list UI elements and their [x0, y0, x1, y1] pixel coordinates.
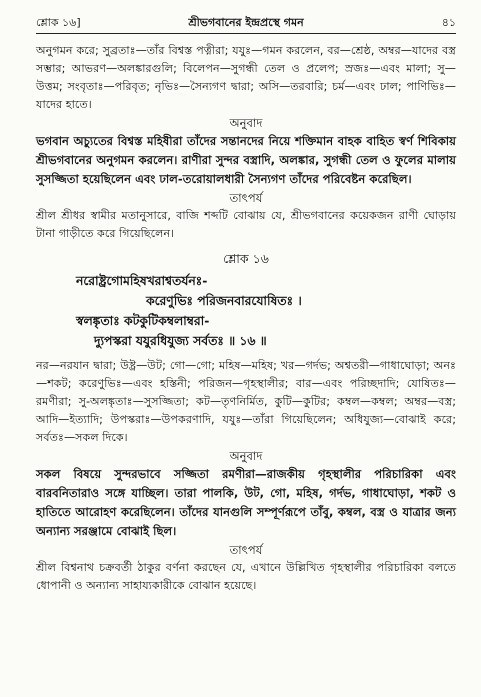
verse-line: দ্যুপস্করা যযুরধিযুজ্য সর্বতঃ ॥ ১৬ ॥: [94, 334, 267, 348]
page-header: [36, 14, 456, 34]
purport-16: শ্রীল বিশ্বনাথ চক্রবর্তী ঠাকুর বর্ণনা করছেন যে, এখানে উল্লিখিত গৃহস্থালীর পরিচারিকা বলতে ধোপানী ও অন্যান্য সাহায্যকারীকে বোঝান হয়েছে।: [36, 561, 456, 592]
translation-16: সকল বিষয়ে সুন্দরভাবে সজ্জিতা রমণীরা—রাজকীয় গৃহস্থালীর পরিচারিকা এবং বারবনিতারাও সঙ্গে যাচ্ছিল। তারা পালকি, উট, গো, মহিষ, গর্দভ, গাধাঘোড়া, শকট ও হাতিতে আরোহণ করেছিলেন। তাঁদের যানগুলি সম্পূর্ণরূপে তাঁবু, কম্বল, বস্ত্র ও যাত্রার জন্য অন্যান্য সরঞ্জামে বোঝাই ছিল।: [36, 467, 456, 538]
verse-line: স্বলঙ্কৃতাঃ কটকুটিকম্বলাম্বরা-: [76, 314, 210, 328]
header-chapter-title: শ্রীভগবানের ইন্দ্রপ্রস্থে গমন: [188, 16, 304, 29]
purport-heading: তাৎপর্য: [229, 543, 263, 557]
purport-heading: তাৎপর্য: [229, 191, 263, 205]
purport-15: শ্রীল শ্রীধর স্বামীর মতানুসারে, বাজি শব্দটি বোঝায় যে, শ্রীভগবানের কয়েকজন রাণী ঘোড়ায় টানা গাড়ীতে করে গিয়েছিলেন।: [36, 209, 456, 240]
verse-title: শ্লোক ১৬: [223, 251, 269, 266]
header-page-number: ৪১: [441, 16, 456, 29]
header-rule: [36, 33, 456, 34]
translation-15: ভগবান অচ্যুতের বিশ্বস্ত মহিষীরা তাঁদের সন্তানদের নিয়ে শক্তিমান বাহক বাহিত স্বর্ণ শিবিকায় শ্রীভগবানের অনুগমন করলেন। রাণীরা সুন্দর বস্ত্রাদি, অলঙ্কার, সুগন্ধী তেল ও ফুলের মালায় সুসজ্জিতা হয়েছিলেন এবং ঢাল-তরোয়ালধারী সৈন্যগণ তাঁদের পরিবেষ্টন করেছিল।: [36, 134, 456, 186]
header-verse-ref: শ্লোক ১৬]: [36, 16, 81, 29]
translation-heading: অনুবাদ: [229, 116, 263, 130]
verse-line: করেণুভিঃ পরিজনবারযোষিতঃ ।: [146, 294, 302, 308]
word-meanings-16: নর—নরযান দ্বারা; উষ্ট্র—উট; গো—গো; মহিষ—মহিষ; খর—গর্দভ; অশ্বতরী—গাধাঘোড়া; অনঃ—শকট; করেণুভিঃ—এবং হস্তিনী; পরিজন—গৃহস্থালীর; বার—এবং পরিচ্ছদাদি; যোষিতঃ—রমণীরা; সু-অলঙ্কৃতাঃ—সুসজ্জিতা; কট—তৃণনির্মিত, কুটি—কুটির; কম্বল—কম্বল; অম্বর—বস্ত্র; আদি—ইত্যাদি; উপস্করাঃ—উপকরণাদি, যযুঃ—তাঁরা গিয়েছিলেন; অধিযুজ্য—বোঝাই করে; সর্বতঃ—সকল দিকে।: [36, 359, 456, 444]
translation-heading: অনুবাদ: [229, 449, 263, 463]
word-meanings-15: অনুগমন করে; সুব্রতাঃ—তাঁর বিশ্বস্ত পত্নীরা; যযুঃ—গমন করলেন, বর—শ্রেষ্ঠ, অম্বর—যাদের বস্ত্র সম্ভার; আভরণ—অলঙ্কারগুলি; বিলেপন—সুগন্ধী তেল ও প্রলেপ; স্রজঃ—এবং মালা; সু—উত্তম; সংবৃতাঃ—পরিবৃত; নৃভিঃ—সৈন্যগণ দ্বারা; অসি—তরবারি; চর্ম—এবং ঢাল; পাণিভিঃ—যাদের হাতে।: [36, 44, 456, 111]
verse-line: নরোষ্ট্রগোমহিষখরাশ্বতর্যনঃ-: [76, 274, 208, 288]
page-body: [36, 42, 456, 595]
sanskrit-verse: [36, 271, 456, 351]
